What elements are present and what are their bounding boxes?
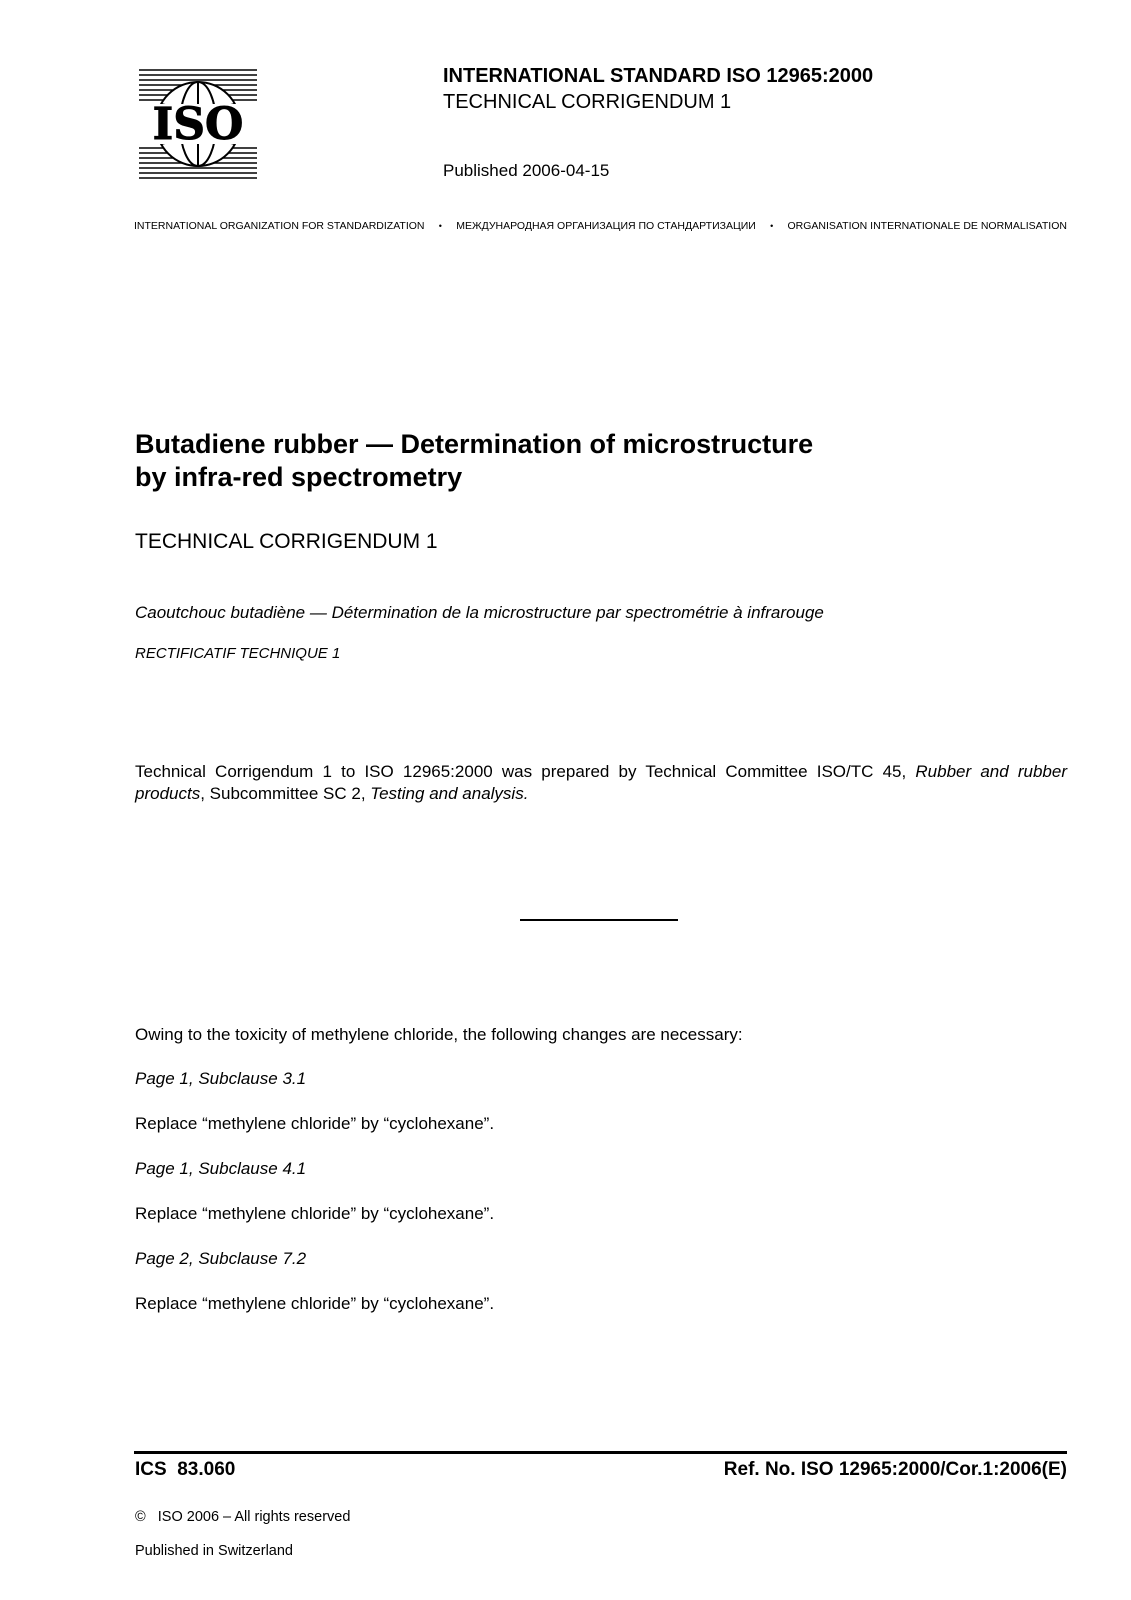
document-title-line-2: by infra-red spectrometry: [135, 462, 463, 492]
french-title: Caoutchouc butadiène — Détermination de la microstructure par spectrométrie à infrarouge: [135, 603, 824, 622]
document-title: [135, 428, 1035, 494]
change-location: Page 2, Subclause 7.2: [135, 1249, 307, 1268]
committee-name: Rubber and rubber products: [135, 762, 1067, 803]
change-location: Page 1, Subclause 4.1: [135, 1159, 307, 1178]
org-name-fr: ORGANISATION INTERNATIONALE DE NORMALISATION: [787, 220, 1067, 232]
section-divider: [520, 919, 678, 921]
bullet-separator: •: [438, 221, 442, 231]
change-location: Page 1, Subclause 3.1: [135, 1069, 307, 1088]
changes-intro: Owing to the toxicity of methylene chloride, the following changes are necessary:: [135, 1025, 743, 1044]
org-name-ru: МЕЖДУНАРОДНАЯ ОРГАНИЗАЦИЯ ПО СТАНДАРТИЗАЦИИ: [456, 220, 756, 232]
footer-rule: [134, 1451, 1067, 1454]
ics-code: ICS 83.060: [135, 1459, 236, 1480]
document-title-line-1: Butadiene rubber — Determination of microstructure: [135, 429, 814, 459]
published-date: Published 2006-04-15: [443, 161, 610, 180]
prep-text-1: Technical Corrigendum 1 to ISO 12965:2000 was prepared by Technical Committee ISO/TC 45,: [135, 762, 916, 781]
change-instruction: Replace “methylene chloride” by “cyclohexane”.: [135, 1204, 495, 1223]
iso-logo: [139, 68, 257, 180]
change-instruction: Replace “methylene chloride” by “cyclohexane”.: [135, 1114, 495, 1133]
prep-text-3: .: [523, 784, 529, 803]
standard-subtitle: TECHNICAL CORRIGENDUM 1: [443, 91, 732, 113]
copyright-notice: © ISO 2006 – All rights reserved: [135, 1509, 351, 1525]
organization-bar: [134, 219, 1067, 233]
reference-number: Ref. No. ISO 12965:2000/Cor.1:2006(E): [723, 1459, 1067, 1480]
bullet-separator: •: [770, 221, 774, 231]
standard-title: INTERNATIONAL STANDARD ISO 12965:2000: [443, 65, 874, 87]
document-subtitle: TECHNICAL CORRIGENDUM 1: [135, 530, 438, 553]
prep-text-2: , Subcommittee SC 2,: [200, 784, 371, 803]
french-subtitle: RECTIFICATIF TECHNIQUE 1: [135, 645, 341, 662]
published-in: Published in Switzerland: [135, 1543, 293, 1559]
preparation-paragraph: [135, 761, 1067, 805]
logo-text: ISO: [152, 99, 244, 150]
org-name-en: INTERNATIONAL ORGANIZATION FOR STANDARDIZATION: [134, 220, 425, 232]
change-instruction: Replace “methylene chloride” by “cyclohexane”.: [135, 1294, 495, 1313]
subcommittee-name: Testing and analysis: [370, 784, 524, 803]
